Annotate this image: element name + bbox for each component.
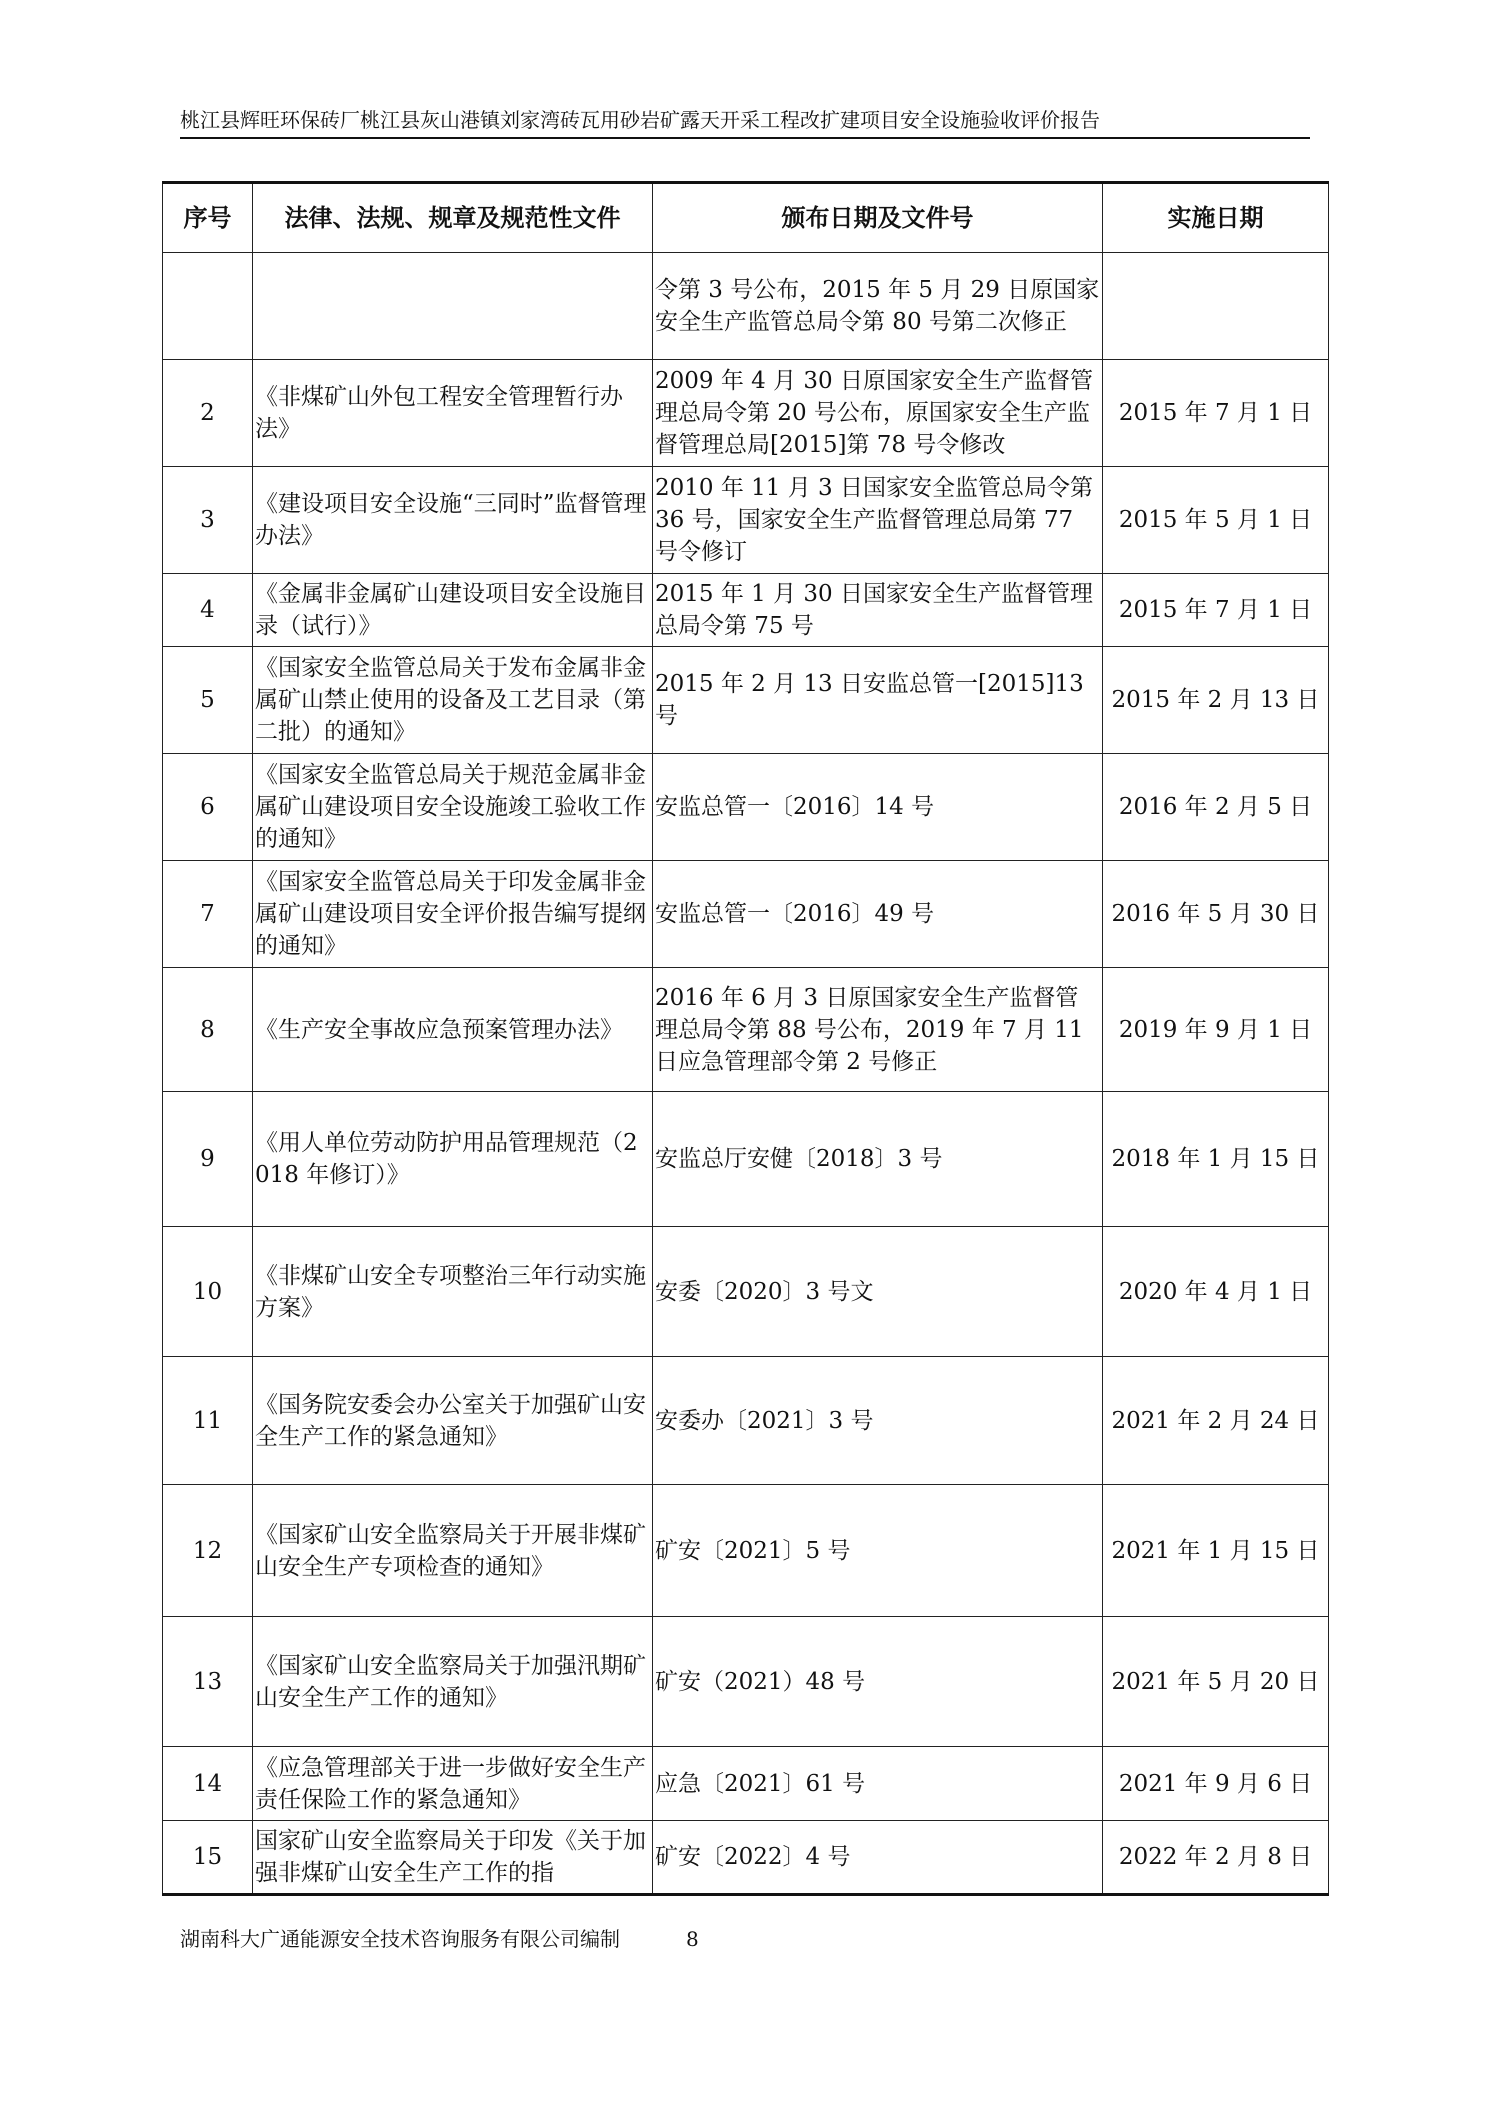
row-date: 2020 年 4 月 1 日 — [1103, 1227, 1329, 1357]
row-date: 2015 年 5 月 1 日 — [1103, 467, 1329, 574]
row-no: 9 — [163, 1092, 253, 1227]
row-law: 《金属非金属矿山建设项目安全设施目录（试行）》 — [253, 574, 653, 647]
table-row — [163, 1227, 1329, 1357]
row-doc: 安监总管一〔2016〕49 号 — [653, 861, 1103, 968]
row-law: 《非煤矿山外包工程安全管理暂行办法》 — [253, 360, 653, 467]
table-row — [163, 647, 1329, 754]
row-law: 《非煤矿山安全专项整治三年行动实施方案》 — [253, 1227, 653, 1357]
page-footer — [180, 1925, 699, 1953]
row-no: 7 — [163, 861, 253, 968]
regulations-table — [162, 181, 1329, 1896]
column-header-date: 实施日期 — [1103, 183, 1329, 253]
page-number: 8 — [686, 1927, 699, 1951]
row-doc: 2016 年 6 月 3 日原国家安全生产监督管理总局令第 88 号公布，2019 年 7 月 11 日应急管理部令第 2 号修正 — [653, 968, 1103, 1092]
row-no: 12 — [163, 1485, 253, 1617]
row-no: 6 — [163, 754, 253, 861]
row-law: 国家矿山安全监察局关于印发《关于加强非煤矿山安全生产工作的指 — [253, 1821, 653, 1895]
row-law: 《国家安全监管总局关于印发金属非金属矿山建设项目安全评价报告编写提纲的通知》 — [253, 861, 653, 968]
row-date: 2015 年 2 月 13 日 — [1103, 647, 1329, 754]
row-doc: 安委办〔2021〕3 号 — [653, 1357, 1103, 1485]
row-date: 2021 年 1 月 15 日 — [1103, 1485, 1329, 1617]
row-law — [253, 253, 653, 360]
table-row — [163, 1617, 1329, 1747]
row-no: 3 — [163, 467, 253, 574]
row-doc: 安监总厅安健〔2018〕3 号 — [653, 1092, 1103, 1227]
table-row — [163, 1485, 1329, 1617]
row-law: 《国家安全监管总局关于规范金属非金属矿山建设项目安全设施竣工验收工作的通知》 — [253, 754, 653, 861]
row-doc: 安监总管一〔2016〕14 号 — [653, 754, 1103, 861]
table-header-row — [163, 183, 1329, 253]
row-doc: 矿安〔2022〕4 号 — [653, 1821, 1103, 1895]
row-no: 13 — [163, 1617, 253, 1747]
row-date: 2018 年 1 月 15 日 — [1103, 1092, 1329, 1227]
row-date: 2019 年 9 月 1 日 — [1103, 968, 1329, 1092]
row-no: 11 — [163, 1357, 253, 1485]
row-no: 8 — [163, 968, 253, 1092]
row-doc: 矿安〔2021〕5 号 — [653, 1485, 1103, 1617]
row-date: 2021 年 2 月 24 日 — [1103, 1357, 1329, 1485]
table-row — [163, 968, 1329, 1092]
row-doc: 安委〔2020〕3 号文 — [653, 1227, 1103, 1357]
table-row — [163, 360, 1329, 467]
table-row — [163, 754, 1329, 861]
row-doc: 矿安（2021）48 号 — [653, 1617, 1103, 1747]
row-law: 《应急管理部关于进一步做好安全生产责任保险工作的紧急通知》 — [253, 1747, 653, 1821]
table-row — [163, 1092, 1329, 1227]
row-law: 《国家矿山安全监察局关于加强汛期矿山安全生产工作的通知》 — [253, 1617, 653, 1747]
row-no — [163, 253, 253, 360]
row-doc: 2015 年 1 月 30 日国家安全生产监督管理总局令第 75 号 — [653, 574, 1103, 647]
row-doc: 2009 年 4 月 30 日原国家安全生产监督管理总局令第 20 号公布，原国家安全生产监督管理总局[2015]第 78 号令修改 — [653, 360, 1103, 467]
row-no: 2 — [163, 360, 253, 467]
footer-company: 湖南科大广通能源安全技术咨询服务有限公司编制 — [180, 1927, 620, 1951]
table-row — [163, 861, 1329, 968]
row-date — [1103, 253, 1329, 360]
table-row — [163, 1821, 1329, 1895]
row-law: 《国务院安委会办公室关于加强矿山安全生产工作的紧急通知》 — [253, 1357, 653, 1485]
table-row — [163, 1747, 1329, 1821]
row-no: 5 — [163, 647, 253, 754]
table-row — [163, 467, 1329, 574]
column-header-no: 序号 — [163, 183, 253, 253]
row-law: 《国家安全监管总局关于发布金属非金属矿山禁止使用的设备及工艺目录（第二批）的通知》 — [253, 647, 653, 754]
row-date: 2022 年 2 月 8 日 — [1103, 1821, 1329, 1895]
row-law: 《建设项目安全设施“三同时”监督管理办法》 — [253, 467, 653, 574]
row-doc: 2010 年 11 月 3 日国家安全监管总局令第 36 号，国家安全生产监督管理总局第 77 号令修订 — [653, 467, 1103, 574]
table-row — [163, 253, 1329, 360]
row-date: 2021 年 5 月 20 日 — [1103, 1617, 1329, 1747]
table-row — [163, 574, 1329, 647]
row-doc: 令第 3 号公布，2015 年 5 月 29 日原国家安全生产监管总局令第 80 号第二次修正 — [653, 253, 1103, 360]
column-header-law: 法律、法规、规章及规范性文件 — [253, 183, 653, 253]
row-date: 2015 年 7 月 1 日 — [1103, 574, 1329, 647]
page-header: 桃江县辉旺环保砖厂桃江县灰山港镇刘家湾砖瓦用砂岩矿露天开采工程改扩建项目安全设施验收评价报告 — [180, 106, 1310, 139]
row-doc: 应急〔2021〕61 号 — [653, 1747, 1103, 1821]
row-date: 2021 年 9 月 6 日 — [1103, 1747, 1329, 1821]
row-no: 4 — [163, 574, 253, 647]
column-header-doc: 颁布日期及文件号 — [653, 183, 1103, 253]
row-date: 2016 年 2 月 5 日 — [1103, 754, 1329, 861]
row-doc: 2015 年 2 月 13 日安监总管一[2015]13 号 — [653, 647, 1103, 754]
row-no: 10 — [163, 1227, 253, 1357]
row-date: 2015 年 7 月 1 日 — [1103, 360, 1329, 467]
row-law: 《用人单位劳动防护用品管理规范（2018 年修订）》 — [253, 1092, 653, 1227]
row-law: 《生产安全事故应急预案管理办法》 — [253, 968, 653, 1092]
table-row — [163, 1357, 1329, 1485]
row-no: 15 — [163, 1821, 253, 1895]
row-law: 《国家矿山安全监察局关于开展非煤矿山安全生产专项检查的通知》 — [253, 1485, 653, 1617]
row-date: 2016 年 5 月 30 日 — [1103, 861, 1329, 968]
row-no: 14 — [163, 1747, 253, 1821]
